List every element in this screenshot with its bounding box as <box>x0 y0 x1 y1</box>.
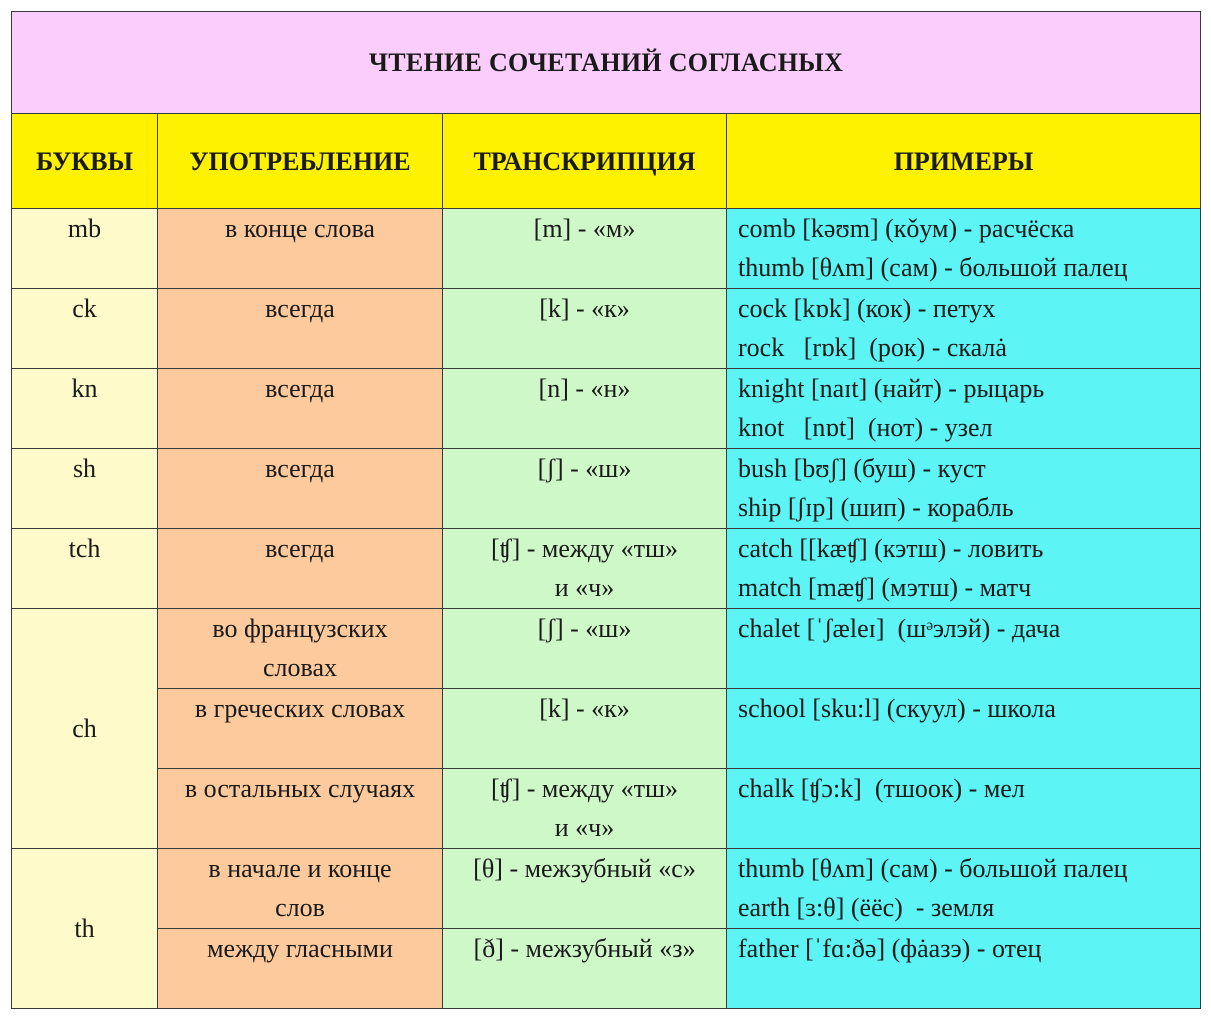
usage-cell: в остальных случаях <box>158 769 443 849</box>
examples-cell <box>727 529 1201 609</box>
examples-cell <box>727 209 1201 289</box>
example-line: thumb [θʌm] (сам) - большой палец <box>738 854 1128 883</box>
header-examples: ПРИМЕРЫ <box>727 114 1201 209</box>
example-line: knot [nɒt] (нот) - узел <box>738 413 993 442</box>
transcription-cell: [n] - «н» <box>443 369 727 449</box>
header-transcription: ТРАНСКРИПЦИЯ <box>443 114 727 209</box>
transcription-line: и «ч» <box>554 813 615 842</box>
transcription-cell <box>443 769 727 849</box>
letters-cell: ck <box>12 289 158 369</box>
example-line: rock [rɒk] (рок) - скалȧ <box>738 333 1007 362</box>
example-line: comb [kəʊm] (кǒум) - расчёска <box>738 214 1075 243</box>
transcription-cell: [k] - «к» <box>443 289 727 369</box>
letters-cell: kn <box>12 369 158 449</box>
transcription-cell <box>443 529 727 609</box>
example-line: cock [kɒk] (кок) - петух <box>738 294 996 323</box>
transcription-cell: [ð] - межзубный «з» <box>443 929 727 1009</box>
usage-cell: всегда <box>158 449 443 529</box>
transcription-cell: [k] - «к» <box>443 689 727 769</box>
examples-cell <box>727 289 1201 369</box>
table-title: ЧТЕНИЕ СОЧЕТАНИЙ СОГЛАСНЫХ <box>12 12 1201 114</box>
header-usage: УПОТРЕБЛЕНИЕ <box>158 114 443 209</box>
usage-cell <box>158 849 443 929</box>
table-row <box>12 689 1201 769</box>
transcription-line: [ʧ] - между «тш» <box>490 534 678 563</box>
table-row <box>12 849 1201 929</box>
table-row <box>12 769 1201 849</box>
examples-cell <box>727 449 1201 529</box>
example-line: chalet [ˈʃæleɪ] (шᵊэлэй) - дача <box>738 614 1061 643</box>
usage-cell: в конце слова <box>158 209 443 289</box>
usage-cell: всегда <box>158 369 443 449</box>
header-letters: БУКВЫ <box>12 114 158 209</box>
usage-line: во французских <box>212 614 388 643</box>
usage-cell: всегда <box>158 529 443 609</box>
transcription-line: и «ч» <box>554 573 615 602</box>
letters-cell: mb <box>12 209 158 289</box>
example-line: school [sku:l] (скуул) - школа <box>738 694 1056 723</box>
consonant-combinations-table <box>11 11 1201 1009</box>
usage-cell <box>158 609 443 689</box>
example-line: ship [ʃɪp] (шип) - корабль <box>738 493 1014 522</box>
table-row <box>12 289 1201 369</box>
usage-cell: между гласными <box>158 929 443 1009</box>
usage-line: слов <box>275 893 325 922</box>
table-row <box>12 529 1201 609</box>
examples-cell <box>727 849 1201 929</box>
letters-cell: tch <box>12 529 158 609</box>
example-line: catch [[kæʧ] (кэтш) - ловить <box>738 534 1044 563</box>
examples-cell <box>727 369 1201 449</box>
transcription-cell: [ʃ] - «ш» <box>443 449 727 529</box>
example-line: thumb [θʌm] (сам) - большой палец <box>738 253 1128 282</box>
example-line: father [ˈfɑ:ðə] (фȧазэ) - отец <box>738 934 1042 963</box>
transcription-cell: [m] - «м» <box>443 209 727 289</box>
letters-cell: sh <box>12 449 158 529</box>
examples-cell <box>727 769 1201 849</box>
table-row <box>12 449 1201 529</box>
table-row <box>12 609 1201 689</box>
examples-cell <box>727 689 1201 769</box>
examples-cell <box>727 609 1201 689</box>
letters-cell: ch <box>12 609 158 849</box>
usage-cell: всегда <box>158 289 443 369</box>
table-row <box>12 369 1201 449</box>
transcription-cell: [θ] - межзубный «с» <box>443 849 727 929</box>
table-row <box>12 209 1201 289</box>
example-line: knight [naɪt] (найт) - рыцарь <box>738 374 1045 403</box>
example-line: earth [ɜ:θ] (ёёс) - земля <box>738 893 995 922</box>
usage-line: в начале и конце <box>208 854 392 883</box>
letters-cell: th <box>12 849 158 1009</box>
example-line: chalk [ʧɔ:k] (тшоок) - мел <box>738 774 1025 803</box>
usage-line: словах <box>263 653 337 682</box>
usage-cell: в греческих словах <box>158 689 443 769</box>
example-line: bush [bʊʃ] (буш) - куст <box>738 454 986 483</box>
transcription-line: [ʧ] - между «тш» <box>490 774 678 803</box>
transcription-cell: [ʃ] - «ш» <box>443 609 727 689</box>
examples-cell <box>727 929 1201 1009</box>
table-row <box>12 929 1201 1009</box>
example-line: match [mæʧ] (мэтш) - матч <box>738 573 1032 602</box>
